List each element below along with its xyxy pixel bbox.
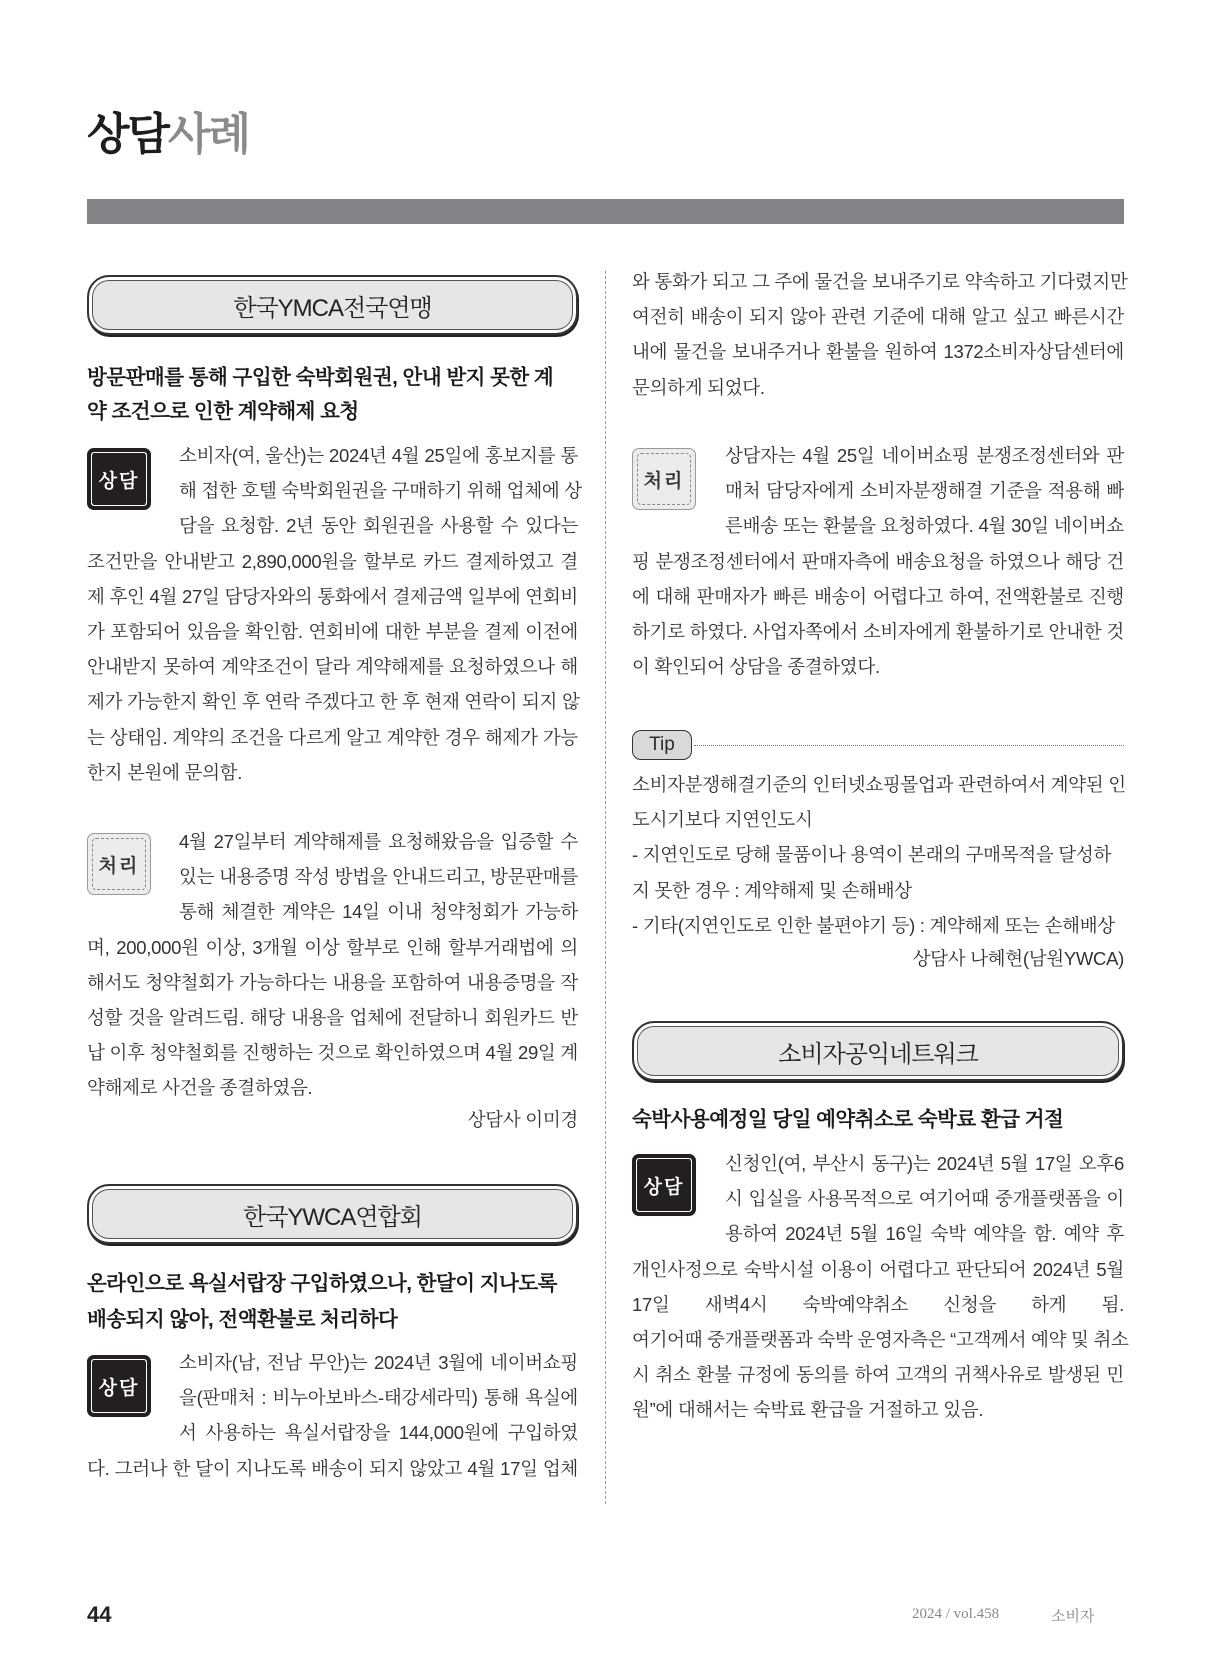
text-line: 문의하게 되었다. [632,376,765,398]
org-box-ywca: 한국YWCA연합회 [87,1184,578,1244]
text-line: 소비자(여, 울산)는 2024년 4월 25일에 홍보지를 통 [179,445,578,466]
header-bar [87,199,1124,224]
text-line: 신청인(여, 부산시 동구)는 2024년 5월 17일 오후6 [725,1153,1124,1174]
page-title-part1: 상담 [87,110,169,159]
text-line: 약해제로 사건을 종결하였음. [87,1077,313,1099]
text-line: 상담사 나혜현(남원YWCA) [912,948,1124,969]
text-line: 제 후인 4월 27일 담당자와의 통화에서 결제금액 일부에 연회비 [87,585,578,607]
text-line: 상담사 이미경 [467,1109,578,1130]
text-line: 소비자분쟁해결기준의 인터넷쇼핑몰업과 관련하여서 계약된 인 [632,774,1126,795]
tip-label: Tip [632,730,692,760]
text-line: 여전히 배송이 되지 않아 관련 기준에 대해 알고 싶고 빠른시간 [632,306,1124,328]
text-line: 른배송 또는 환불을 요청하였다. 4월 30일 네이버쇼 [725,515,1124,537]
text-line: 는 상태임. 계약의 조건을 다르게 알고 계약한 경우 해제가 가능 [87,726,578,748]
text-line: 내에 물건을 보내주거나 환불을 원하여 1372소비자상담센터에 [632,341,1124,363]
magazine-name: 소비자 [1051,1608,1095,1625]
column-divider [605,271,606,1504]
page-title-part2: 사례 [168,110,250,159]
text-line: 매처 담당자에게 소비자분쟁해결 기준을 적용해 빠 [725,480,1124,502]
text-line: 안내받지 못하여 계약조건이 달라 계약해제를 요청하였으나 해 [87,656,578,678]
text-line: 에 대해 판매자가 빠른 배송이 어렵다고 하여, 전액환불로 진행 [632,585,1124,607]
headline-3: 숙박사용예정일 당일 예약취소로 숙박료 환급 거절 [632,1108,1064,1131]
consult-badge: 상담 [87,448,151,510]
text-line: 납 이후 청약철회를 진행하는 것으로 확인하였으며 4월 29일 계 [87,1042,578,1064]
text-line: 한지 본원에 문의함. [87,761,243,783]
page-number: 44 [87,1602,112,1627]
org-box-ymca: 한국YMCA전국연맹 [87,275,578,335]
text-line: 지 못한 경우 : 계약해제 및 손해배상 [632,879,912,901]
tip-dotted-line [694,745,1124,746]
text-line: 성할 것을 알려드림. 해당 내용을 업체에 전달하니 회원카드 반 [87,1007,578,1028]
headline-2 [87,1266,578,1338]
text-line: 17일 새벽4시 숙박예약취소 신청을 하게 됨. [632,1293,1124,1315]
org-box-consumer-network: 소비자공익네트워크 [632,1021,1124,1081]
text-line: - 지연인도로 당해 물품이나 용역이 본래의 구매목적을 달성하 [632,844,1112,866]
consult-badge: 상담 [87,1355,151,1417]
headline-1 [87,361,578,429]
text-line: 해서도 청약철회가 가능하다는 내용을 포함하여 내용증명을 작 [87,971,578,993]
text-line: 있는 내용증명 작성 방법을 안내드리고, 방문판매를 [179,866,578,888]
text-line: 통해 체결한 계약은 14일 이내 청약청회가 가능하 [179,901,578,923]
process-badge: 처리 [632,448,696,510]
text-line: 와 통화가 되고 그 주에 물건을 보내주기로 약속하고 기다렸지만 [632,271,1128,292]
volume-info: 2024 / vol.458 [912,1606,1000,1622]
text-line: 시 입실을 사용목적으로 여기어때 중개플랫폼을 이 [725,1188,1124,1210]
text-line: 시 취소 환불 규정에 동의를 하여 고객의 귀책사유로 발생된 민 [632,1364,1124,1386]
text-line: 가 포함되어 있음을 확인함. 연회비에 대한 부분을 결제 이전에 [87,621,578,642]
process-badge: 처리 [87,833,151,895]
text-line: 상담자는 4월 25일 네이버쇼핑 분쟁조정센터와 판 [725,445,1124,466]
headline-line: 배송되지 않아, 전액환불로 처리하다 [87,1308,398,1331]
text-line: 핑 분쟁조정센터에서 판매자측에 배송요청을 하였으나 해당 건 [632,550,1124,572]
text-line: 원”에 대해서는 숙박료 환급을 거절하고 있음. [632,1399,984,1421]
text-line: 며, 200,000원 이상, 3개월 이상 할부로 인해 할부거래법에 의 [87,936,578,958]
text-line: 조건만을 안내받고 2,890,000원을 할부로 카드 결제하였고 결 [87,550,578,572]
text-line: - 기타(지연인도로 인한 불편야기 등) : 계약해제 또는 손해배상 [632,914,1115,936]
page-title [87,98,249,162]
text-line: 여기어때 중개플랫폼과 숙박 운영자측은 “고객께서 예약 및 취소 [632,1329,1129,1350]
text-line: 다. 그러나 한 달이 지나도록 배송이 되지 않았고 4월 17일 업체 [87,1457,578,1479]
text-line: 담을 요청함. 2년 동안 회원권을 사용할 수 있다는 [179,515,578,537]
text-line: 개인사정으로 숙박시설 이용이 어렵다고 판단되어 2024년 5월 [632,1258,1124,1280]
text-line: 4월 27일부터 계약해제를 요청해왔음을 입증할 수 [179,831,578,852]
headline-line: 온라인으로 욕실서랍장 구입하였으나, 한달이 지나도록 [87,1272,557,1295]
text-line: 소비자(남, 전남 무안)는 2024년 3월에 네이버쇼핑 [179,1352,578,1373]
text-line: 도시기보다 지연인도시 [632,809,813,831]
text-line: 용하여 2024년 5월 16일 숙박 예약을 함. 예약 후 [725,1223,1124,1245]
text-line: 이 확인되어 상담을 종결하였다. [632,656,880,678]
text-line: 해 접한 호텔 숙박회원권을 구매하기 위해 업체에 상 [179,480,582,502]
text-line: 을(판매처 : 비누아보바스-태강세라믹) 통해 욕실에 [179,1387,578,1409]
headline-line: 방문판매를 통해 구입한 숙박회원권, 안내 받지 못한 계 [87,366,554,389]
consult-badge: 상담 [632,1154,696,1216]
text-line: 서 사용하는 욕실서랍장을 144,000원에 구입하였 [179,1422,578,1444]
text-line: 하기로 하였다. 사업자쪽에서 소비자에게 환불하기로 안내한 것 [632,621,1124,642]
text-line: 제가 가능한지 확인 후 연락 주겠다고 한 후 현재 연락이 되지 않 [87,691,580,713]
headline-line: 약 조건으로 인한 계약해제 요청 [87,400,359,423]
